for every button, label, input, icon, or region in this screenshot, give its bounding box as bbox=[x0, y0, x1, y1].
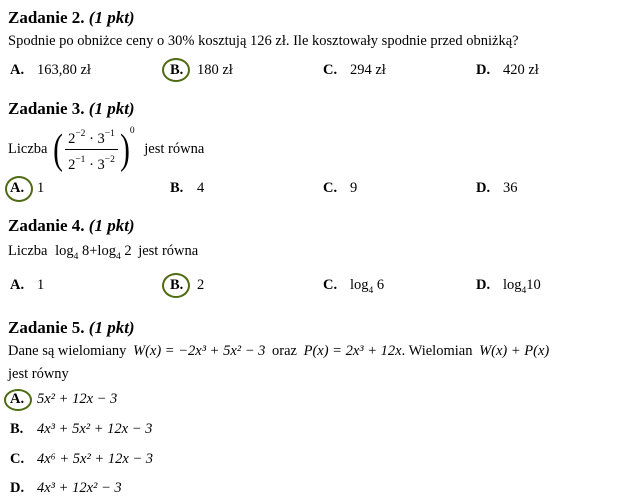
option-label: C. bbox=[323, 62, 338, 78]
polynomial-w: W(x) = −2x³ + 5x² − 3 bbox=[133, 343, 266, 359]
task-5-question-line1: Dane są wielomiany W(x) = −2x³ + 5x² − 3 oraz P(x) = 2x³ + 12x. Wielomian W(x) + P(x) bbox=[8, 343, 550, 359]
option-label: B. bbox=[10, 421, 24, 437]
option-label: D. bbox=[476, 62, 491, 78]
task-2-number: Zadanie 2. bbox=[8, 8, 85, 27]
fraction bbox=[65, 124, 118, 175]
option-label: D. bbox=[476, 180, 491, 196]
task-4-option-b[interactable] bbox=[170, 277, 204, 294]
option-text: 163,80 zł bbox=[37, 62, 91, 78]
task-2-points: (1 pkt) bbox=[88, 8, 135, 27]
left-paren: ( bbox=[53, 126, 63, 173]
question-prefix: Liczba bbox=[8, 243, 48, 259]
option-label: A. bbox=[10, 391, 25, 407]
task-3-points: (1 pkt) bbox=[88, 99, 135, 118]
question-prefix: Liczba bbox=[8, 141, 48, 157]
option-label: A. bbox=[10, 62, 25, 78]
task-2-option-a[interactable] bbox=[10, 62, 91, 79]
fraction-numerator: $2^{-2} \cdot 3^{-1}$ bbox=[65, 124, 118, 150]
task-2-title bbox=[8, 8, 135, 28]
option-text: 9 bbox=[350, 180, 358, 196]
option-text: 4x⁶ + 5x² + 12x − 3 bbox=[37, 451, 154, 467]
fraction-denominator: $2^{-1} \cdot 3^{-2}$ bbox=[68, 155, 115, 173]
task-3-number: Zadanie 3. bbox=[8, 99, 85, 118]
task-5-option-b[interactable] bbox=[10, 421, 152, 438]
option-text: 180 zł bbox=[197, 62, 233, 78]
right-paren: ) bbox=[119, 126, 130, 173]
outer-exponent: 0 bbox=[129, 125, 135, 136]
task-4-number: Zadanie 4. bbox=[8, 216, 85, 235]
polynomial-p: P(x) = 2x³ + 12x bbox=[303, 343, 402, 359]
option-text: 420 zł bbox=[503, 62, 539, 78]
option-text: 36 bbox=[503, 180, 518, 196]
task-3-option-d[interactable] bbox=[476, 180, 518, 197]
task-2-option-b[interactable] bbox=[170, 62, 233, 79]
task-4-option-a[interactable] bbox=[10, 277, 44, 294]
option-text: 4x³ + 5x² + 12x − 3 bbox=[37, 421, 153, 437]
option-label: B. bbox=[170, 277, 184, 293]
polynomial-sum: W(x) + P(x) bbox=[479, 343, 550, 359]
task-5-option-d[interactable] bbox=[10, 480, 122, 497]
option-text: 2 bbox=[197, 277, 205, 293]
task-5-number: Zadanie 5. bbox=[8, 318, 85, 337]
question-suffix: jest równa bbox=[144, 141, 205, 157]
option-label: D. bbox=[476, 277, 491, 293]
option-text: 294 zł bbox=[350, 62, 386, 78]
task-4-points: (1 pkt) bbox=[88, 216, 135, 235]
option-label: D. bbox=[10, 480, 25, 496]
option-label: C. bbox=[323, 180, 338, 196]
question-suffix: jest równa bbox=[138, 243, 199, 259]
option-label: B. bbox=[170, 180, 184, 196]
task-2-question: Spodnie po obniżce ceny o 30% kosztują 126 zł. Ile kosztowały spodnie przed obniżką? bbox=[8, 33, 519, 49]
task-3-option-a[interactable] bbox=[10, 180, 44, 197]
task-5-option-c[interactable] bbox=[10, 451, 153, 468]
option-text: 1 bbox=[37, 277, 45, 293]
option-text: 1 bbox=[37, 180, 45, 196]
task-5-option-a[interactable] bbox=[10, 391, 117, 408]
option-text: 5x² + 12x − 3 bbox=[37, 391, 118, 407]
task-5-title bbox=[8, 318, 135, 338]
option-text: 4 bbox=[197, 180, 205, 196]
task-3-option-b[interactable] bbox=[170, 180, 204, 197]
option-label: B. bbox=[170, 62, 184, 78]
option-label: C. bbox=[10, 451, 25, 467]
task-3-option-c[interactable] bbox=[323, 180, 357, 197]
task-3-question bbox=[8, 124, 204, 174]
option-label: C. bbox=[323, 277, 338, 293]
task-2-option-c[interactable] bbox=[323, 62, 386, 79]
task-4-option-c[interactable]: C. $\log_4 6$ bbox=[323, 277, 385, 296]
option-label: A. bbox=[10, 180, 25, 196]
option-label: A. bbox=[10, 277, 25, 293]
task-4-option-d[interactable]: D. $\log_410$ bbox=[476, 277, 541, 296]
task-5-question-line2: jest równy bbox=[8, 366, 69, 382]
task-3-title bbox=[8, 99, 135, 119]
task-4-title bbox=[8, 216, 135, 236]
option-text: 4x³ + 12x² − 3 bbox=[37, 480, 122, 496]
task-4-question: Liczba $\log_4 8+\log_4$ 2 jest równa bbox=[8, 243, 199, 262]
task-5-points: (1 pkt) bbox=[88, 318, 135, 337]
task-2-option-d[interactable] bbox=[476, 62, 539, 79]
